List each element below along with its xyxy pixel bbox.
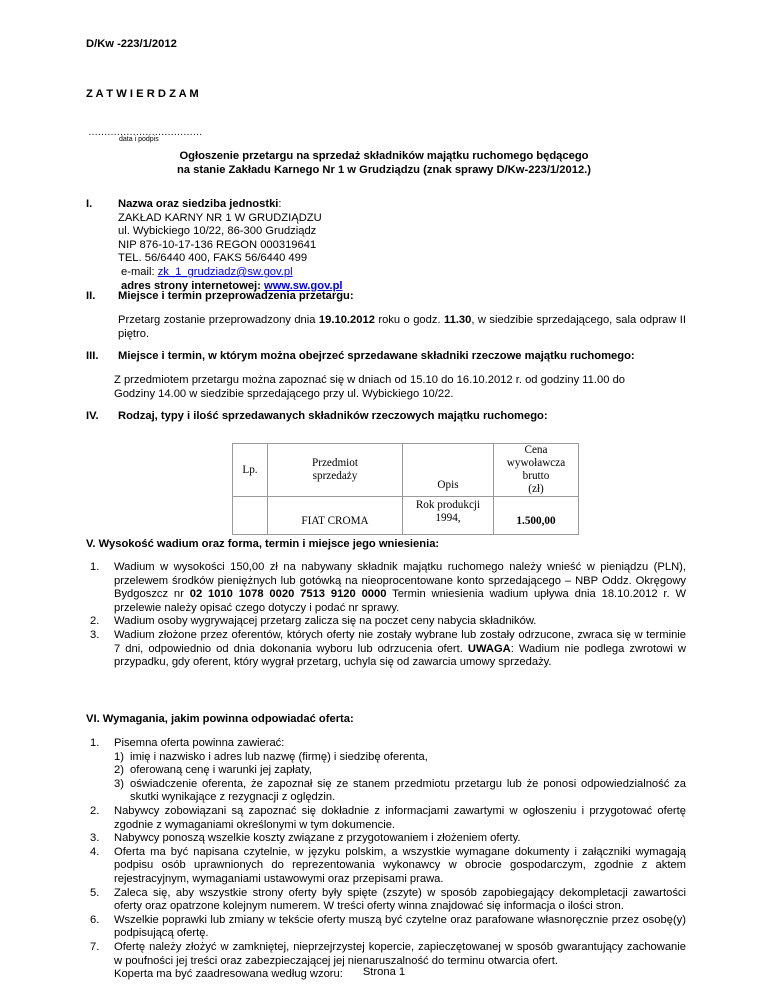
item-number: 7. <box>90 940 100 953</box>
unit-phone-fax: TEL. 56/6440 400, FAKS 56/6440 499 <box>118 252 308 265</box>
header-item-line-2: sprzedaży <box>312 470 358 482</box>
list-item <box>90 737 686 751</box>
list-item <box>90 887 686 914</box>
item-number: 2) <box>114 764 124 777</box>
section-2-heading: Miejsce i termin przeprowadzenia przetargu: <box>118 290 354 302</box>
table-header-row <box>233 444 579 497</box>
title-line-2: na stanie Zakładu Karnego Nr 1 w Grudziądzu (znak sprawy D/Kw-223/1/2012.) <box>176 163 592 176</box>
item-number: 3. <box>90 832 100 845</box>
section-3-number: III. <box>86 350 99 362</box>
list-item <box>90 751 686 765</box>
signature-dots: ……………………………… <box>88 127 202 138</box>
auction-date-text <box>118 314 686 341</box>
row-lp <box>233 497 268 535</box>
inspection-text <box>114 374 625 401</box>
list-item <box>90 561 686 615</box>
deposit-text-3: Wadium osoby wygrywającej przetarg zalicza się na poczet ceny nabycia składników. <box>114 615 537 628</box>
offer-req-1-1: imię i nazwisko i adres lub nazwę (firmę) i siedzibę oferenta, <box>130 750 428 763</box>
offer-req-7: Ofertę należy złożyć w zamkniętej, nieprzejrzystej kopercie, zapieczętowanej w sposób gwarantujący zachowanie w poufności jej treści oraz zabezpieczającej jej nienaruszalność do terminu otwarcia ofert. <box>114 940 686 967</box>
section-4-number: IV. <box>86 410 99 422</box>
header-item <box>268 444 403 497</box>
header-price-line-1: Cena wywoławcza <box>506 444 566 469</box>
offer-req-7-envelope: Koperta ma być zaadresowana według wzoru: <box>114 968 343 981</box>
list-item <box>90 846 686 887</box>
row-desc-line-1: Rok produkcji <box>415 499 481 511</box>
email-link[interactable]: zk_1_grudziadz@sw.gov.pl <box>157 265 293 278</box>
items-table <box>232 443 579 535</box>
section-6-list <box>90 737 686 982</box>
offer-req-1: Pisemna oferta powinna zawierać: <box>114 737 285 749</box>
item-number: 3. <box>90 628 100 641</box>
announcement-title <box>0 150 768 177</box>
item-number: 4. <box>90 845 100 858</box>
list-item <box>90 832 686 846</box>
item-number: 1. <box>90 737 100 749</box>
table-row <box>233 497 579 535</box>
header-item-line-1: Przedmiot <box>312 457 358 469</box>
item-number: 1) <box>114 750 124 763</box>
deposit-text-2: Termin wniesienia wadium upływa dnia 18.10.2012 r. W przelewie należy opisać czego dotyczy i podać nr sprawy. <box>114 588 687 614</box>
item-number: 3) <box>114 777 124 790</box>
list-item <box>90 778 686 805</box>
page-number: Strona 1 <box>362 966 406 978</box>
list-item <box>90 629 686 670</box>
list-item <box>90 615 686 629</box>
header-lp: Lp. <box>233 444 268 497</box>
item-number: 2. <box>90 804 100 817</box>
auction-text-part-2: roku o godz. <box>374 314 444 326</box>
offer-req-1-3: oświadczenie oferenta, że zapoznał się ze stanem przedmiotu przetargu lub że ponosi odpowiedzialność za skutki wynikające z rezygnacji z oględzin. <box>130 777 686 804</box>
header-price <box>494 444 579 497</box>
section-4-heading: Rodzaj, typy i ilość sprzedawanych składników rzeczowych majątku ruchomego: <box>118 410 548 422</box>
header-desc: Opis <box>403 444 494 497</box>
item-number: 6. <box>90 913 100 926</box>
offer-req-4: Oferta ma być napisana czytelnie, w języku polskim, a wszystkie wymagane dokumenty i załączniki wymagają podpisu osób uprawnionych do reprezentowania wykonawcy w obrocie gospodarczym, zgodnie z aktem rejestracyjnym, wymaganiami ustawowymi oraz przepisami prawa. <box>114 845 686 885</box>
offer-req-2: Nabywcy zobowiązani są zapoznać się dokładnie z informacjami zawartymi w ogłoszeniu i przygotować ofertę zgodnie z wymaganiami określonymi w tym dokumencie. <box>114 804 686 831</box>
row-desc-line-2: 1994, <box>435 512 461 524</box>
document-reference: D/Kw -223/1/2012 <box>86 38 177 50</box>
section-1-colon: : <box>278 198 282 210</box>
section-6-heading: VI. Wymagania, jakim powinna odpowiadać oferta: <box>86 713 354 725</box>
deposit-text-4: Wadium złożone przez oferentów, których oferty nie zostały wybrane lub zostały odrzucone, zwraca się w terminie 7 dni, odpowiednio od dnia dokonania wyboru lub odrzucenia ofert. <box>114 628 686 655</box>
inspection-line-2: Godziny 14.00 w siedzibie sprzedającego przy ul. Wybickiego 10/22. <box>114 387 454 400</box>
row-price: 1.500,00 <box>494 497 579 535</box>
header-price-line-3: (zł) <box>528 483 544 495</box>
list-item <box>90 764 686 778</box>
header-price-line-2: brutto <box>522 470 550 482</box>
offer-req-6: Wszelkie poprawki lub zmiany w tekście oferty muszą być czytelne oraz parafowane własnoręcznie przez osobę(y) podpisującą ofertę. <box>114 913 686 940</box>
unit-address: ul. Wybickiego 10/22, 86-300 Grudziądz <box>118 225 317 238</box>
offer-req-1-2: oferowaną cenę i warunki jej zapłaty, <box>130 764 312 777</box>
email-label: e-mail: <box>121 265 158 278</box>
list-item <box>90 805 686 832</box>
list-item <box>90 941 686 968</box>
unit-name: ZAKŁAD KARNY NR 1 W GRUDZIĄDZU <box>118 211 322 224</box>
item-number: 5. <box>90 886 100 899</box>
item-number: 2. <box>90 615 100 628</box>
website-label: adres strony internetowej: <box>121 279 264 292</box>
offer-req-3: Nabywcy ponoszą wszelkie koszty związane z przygotowaniem i złożeniem oferty. <box>114 832 521 845</box>
title-line-1: Ogłoszenie przetargu na sprzedaż składników majątku ruchomego będącego <box>179 150 589 162</box>
section-1-number: I. <box>86 198 93 210</box>
row-item: FIAT CROMA <box>268 497 403 535</box>
deposit-text-1: Wadium w wysokości 150,00 zł na nabywany składnik majątku ruchomego należy wnieść w pieniądzu (PLN), przelewem środków pieniężnych lub gotówką na nieoprocentowane konto sprzedającego – NBP Oddz. Okręgowy Bydgoszcz nr <box>114 561 686 601</box>
list-item <box>90 914 686 941</box>
note-label: UWAGA <box>467 642 511 655</box>
deposit-text-5: : Wadium nie podlega zwrotowi w przypadku, gdy oferent, który wygrał przetarg, uchyla się od zawarcia umowy sprzedaży. <box>114 642 686 669</box>
bank-account: 02 1010 1078 0020 7513 9120 0000 <box>189 588 387 601</box>
website-link[interactable]: www.sw.gov.pl <box>264 279 343 292</box>
section-1-heading: Nazwa oraz siedziba jednostki <box>118 198 279 210</box>
auction-text-part-3: , w siedzibie sprzedającego, sala odpraw II piętro. <box>118 314 686 340</box>
offer-req-5: Zaleca się, aby wszystkie strony oferty były spięte (zszyte) w sposób zapobiegający dekompletacji zawartości oferty oraz opatrzone kolejnym numerem. W treści oferty winna znajdować się informacja o ilości stron. <box>114 886 686 913</box>
auction-date: 19.10.2012 <box>318 314 375 326</box>
inspection-line-1: Z przedmiotem przetargu można zapoznać się w dniach od 15.10 do 16.10.2012 r. od godziny 11.00 do <box>114 374 626 386</box>
approval-heading: Z A T W I E R D Z A M <box>86 88 199 100</box>
section-5-list <box>90 561 686 670</box>
section-2-number: II. <box>86 290 96 302</box>
section-3-heading: Miejsce i termin, w którym można obejrzeć sprzedawane składniki rzeczowe majątku ruchomego: <box>118 350 635 362</box>
auction-text-part-1: Przetarg zostanie przeprowadzony dnia <box>118 314 319 326</box>
unit-nip-regon: NIP 876-10-17-136 REGON 000319641 <box>118 238 317 251</box>
row-desc <box>403 497 494 535</box>
section-5-heading: V. Wysokość wadium oraz forma, termin i miejsce jego wniesienia: <box>86 538 440 550</box>
auction-time: 11.30 <box>444 314 472 326</box>
section-1 <box>118 198 343 293</box>
item-number: 1. <box>90 561 100 573</box>
signature-label: data i podpis <box>119 136 159 143</box>
